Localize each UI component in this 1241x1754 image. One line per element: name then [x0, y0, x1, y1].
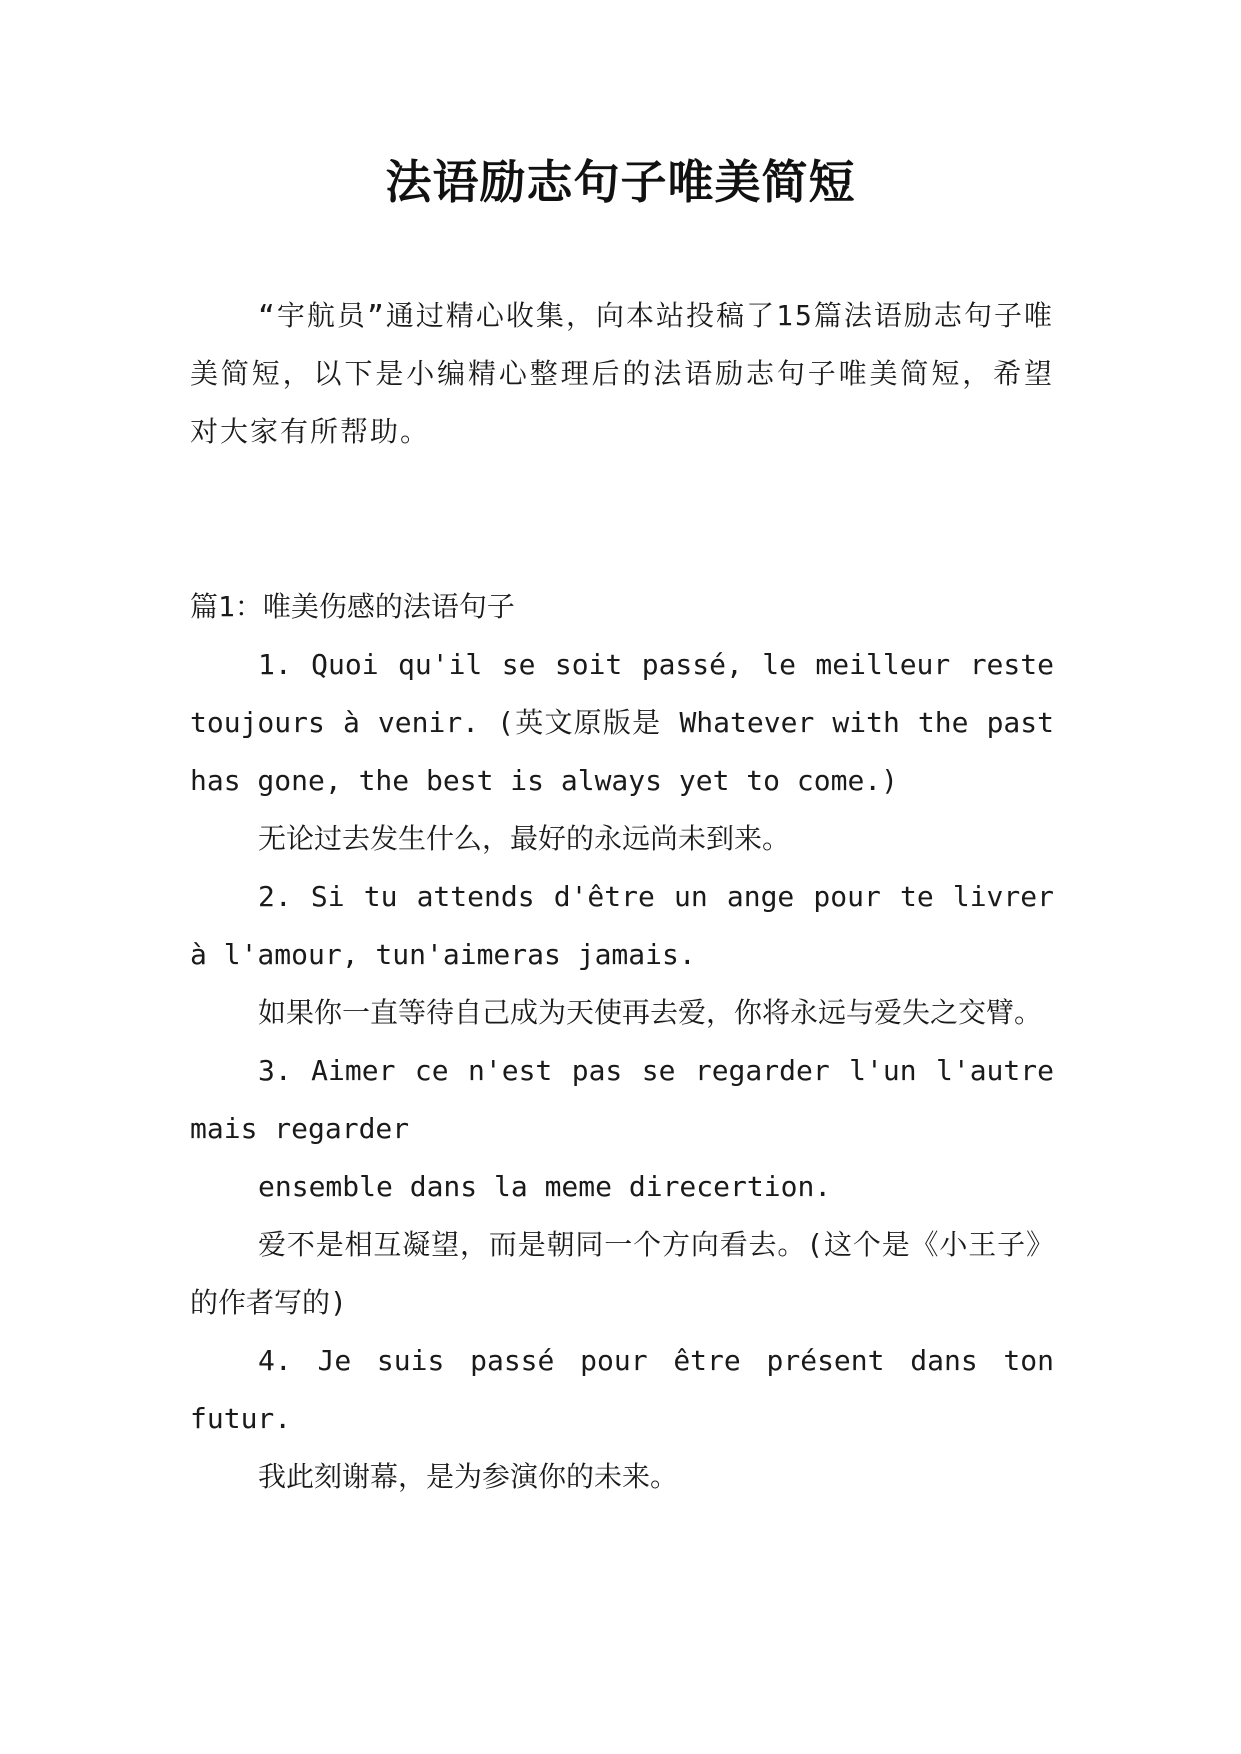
- paragraph-3: 2. Si tu attends d'être un ange pour te livrer à l'amour, tun'aimeras jamais.: [190, 880, 1054, 971]
- section-heading: 篇1：唯美伤感的法语句子: [190, 590, 515, 623]
- page-title: 法语励志句子唯美简短: [385, 155, 856, 209]
- content-block: [190, 578, 1054, 1506]
- paragraph-4: 如果你一直等待自己成为天使再去爱，你将永远与爱失之交臂。: [258, 996, 1043, 1029]
- paragraph-8: 4. Je suis passé pour être présent dans ton futur.: [190, 1344, 1054, 1435]
- paragraph-1: 1. Quoi qu'il se soit passé, le meilleur reste toujours à venir. (英文原版是 Whatever with the past has gone, the best is always yet to come.): [190, 648, 1054, 797]
- paragraph-2: 无论过去发生什么，最好的永远尚未到来。: [258, 822, 791, 855]
- intro-block: [190, 287, 1054, 461]
- paragraph-9: 我此刻谢幕，是为参演你的未来。: [258, 1460, 679, 1493]
- paragraph-6: ensemble dans la meme direcertion.: [258, 1170, 832, 1203]
- intro-paragraph: “宇航员”通过精心收集，向本站投稿了15篇法语励志句子唯美简短，以下是小编精心整理后的法语励志句子唯美简短，希望对大家有所帮助。: [190, 299, 1054, 448]
- paragraph-5: 3. Aimer ce n'est pas se regarder l'un l'autre mais regarder: [190, 1054, 1054, 1145]
- paragraph-7: 爱不是相互凝望，而是朝同一个方向看去。(这个是《小王子》的作者写的): [190, 1228, 1054, 1319]
